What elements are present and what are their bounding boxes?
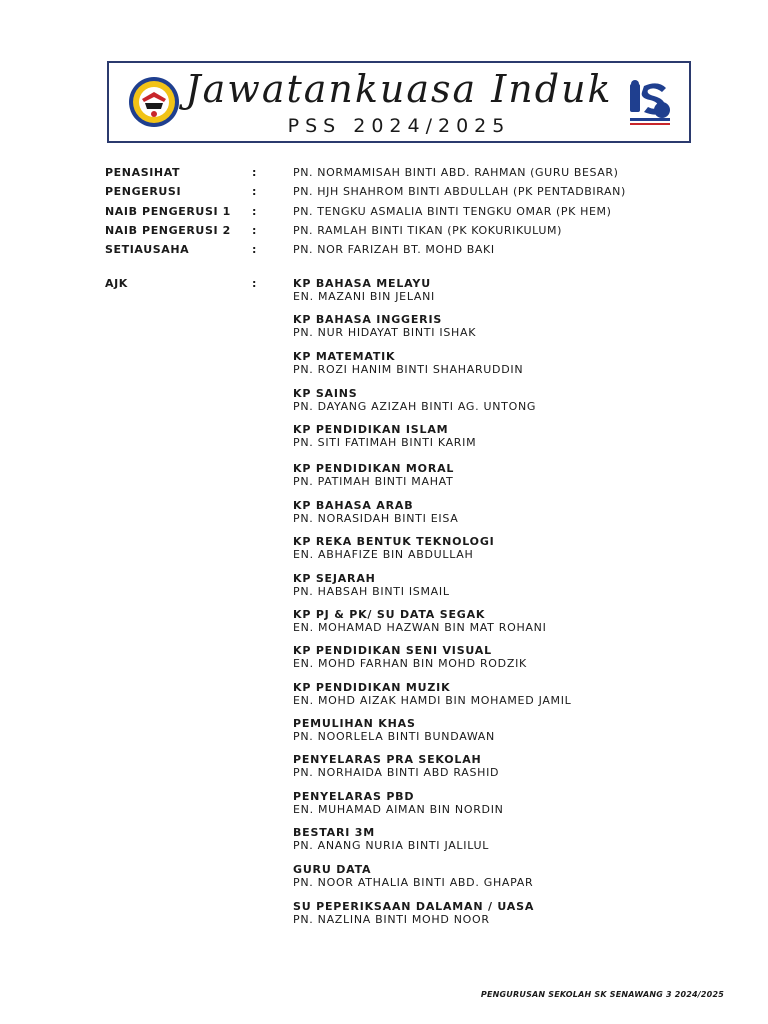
ajk-post: SU PEPERIKSAAN DALAMAN / UASA <box>293 900 535 913</box>
officer-role: SETIAUSAHA <box>105 243 190 257</box>
ajk-person: EN. MUHAMAD AIMAN BIN NORDIN <box>293 803 504 816</box>
ajk-person: PN. NAZLINA BINTI MOHD NOOR <box>293 913 490 926</box>
ajk-post: KP SEJARAH <box>293 572 376 585</box>
ajk-item <box>293 681 572 707</box>
ajk-post: KP PENDIDIKAN SENI VISUAL <box>293 644 492 657</box>
officer-colon: : <box>252 243 257 257</box>
ajk-item <box>293 753 499 779</box>
ajk-post: KP PENDIDIKAN MUZIK <box>293 681 451 694</box>
ajk-item <box>293 277 435 303</box>
ajk-person: PN. NORASIDAH BINTI EISA <box>293 512 459 525</box>
officer-role: PENASIHAT <box>105 166 181 179</box>
page-footer: PENGURUSAN SEKOLAH SK SENAWANG 3 2024/2025 <box>480 990 724 999</box>
ajk-person: EN. MOHAMAD HAZWAN BIN MAT ROHANI <box>293 621 547 634</box>
ajk-person: PN. NORHAIDA BINTI ABD RASHID <box>293 766 500 779</box>
officer-name: PN. NORMAMISAH BINTI ABD. RAHMAN (GURU BESAR) <box>293 166 619 179</box>
officer-colon: : <box>252 223 257 237</box>
ajk-post: KP BAHASA ARAB <box>293 499 414 512</box>
officer-name: PN. TENGKU ASMALIA BINTI TENGKU OMAR (PK HEM) <box>293 204 612 218</box>
ajk-colon: : <box>252 277 257 290</box>
ajk-item <box>293 826 489 852</box>
ajk-person: PN. ROZI HANIM BINTI SHAHARUDDIN <box>293 363 524 376</box>
ajk-post: KP PJ & PK/ SU DATA SEGAK <box>293 608 486 621</box>
ajk-person: EN. MOHD AIZAK HAMDI BIN MOHAMED JAMIL <box>293 694 572 707</box>
officer-name: PN. HJH SHAHROM BINTI ABDULLAH (PK PENTADBIRAN) <box>293 185 626 199</box>
page-subtitle: PSS 2024/2025 <box>287 115 511 137</box>
ajk-person: PN. NOORLELA BINTI BUNDAWAN <box>293 730 495 743</box>
ajk-post: KP REKA BENTUK TEKNOLOGI <box>293 535 495 548</box>
ajk-post: KP SAINS <box>293 387 358 400</box>
ajk-item <box>293 350 523 376</box>
ajk-item <box>293 462 454 488</box>
officer-colon: : <box>252 166 257 179</box>
ajk-person: PN. PATIMAH BINTI MAHAT <box>293 475 454 488</box>
ajk-item <box>293 423 476 449</box>
pss-25-logo-icon <box>628 80 672 128</box>
ajk-item <box>293 717 495 743</box>
ajk-person: EN. MAZANI BIN JELANI <box>293 290 436 303</box>
ajk-post: BESTARI 3M <box>293 826 375 839</box>
ajk-post: KP BAHASA INGGERIS <box>293 313 443 326</box>
ajk-post: KP PENDIDIKAN MORAL <box>293 462 455 475</box>
ajk-item <box>293 644 527 670</box>
ajk-person: PN. NOOR ATHALIA BINTI ABD. GHAPAR <box>293 876 534 889</box>
officer-role: NAIB PENGERUSI 2 <box>105 223 231 237</box>
officer-name: PN. RAMLAH BINTI TIKAN (PK KOKURIKULUM) <box>293 223 562 237</box>
ajk-item <box>293 572 450 598</box>
ajk-label: AJK <box>105 277 128 290</box>
ajk-person: PN. NUR HIDAYAT BINTI ISHAK <box>293 326 477 339</box>
ajk-post: KP BAHASA MELAYU <box>293 277 431 290</box>
ajk-person: PN. HABSAH BINTI ISMAIL <box>293 585 450 598</box>
page-title: Jawatankuasa Induk <box>185 67 613 111</box>
ajk-post: PENYELARAS PRA SEKOLAH <box>293 753 482 766</box>
ajk-post: GURU DATA <box>293 863 372 876</box>
header-frame <box>107 61 691 143</box>
ajk-person: PN. DAYANG AZIZAH BINTI AG. UNTONG <box>293 400 537 413</box>
ajk-post: KP MATEMATIK <box>293 350 396 363</box>
ajk-item <box>293 499 458 525</box>
officer-colon: : <box>252 204 257 218</box>
ajk-item <box>293 863 533 889</box>
ajk-post: KP PENDIDIKAN ISLAM <box>293 423 449 436</box>
ajk-item <box>293 313 476 339</box>
officer-role: PENGERUSI <box>105 185 182 199</box>
ajk-item <box>293 387 536 413</box>
ajk-person: PN. SITI FATIMAH BINTI KARIM <box>293 436 477 449</box>
officer-colon: : <box>252 185 257 199</box>
ajk-item <box>293 535 495 561</box>
ajk-item <box>293 790 504 816</box>
officer-role: NAIB PENGERUSI 1 <box>105 204 231 218</box>
ajk-post: PEMULIHAN KHAS <box>293 717 416 730</box>
officer-name: PN. NOR FARIZAH BT. MOHD BAKI <box>293 243 495 257</box>
ajk-post: PENYELARAS PBD <box>293 790 415 803</box>
ajk-item <box>293 900 534 926</box>
ajk-person: PN. ANANG NURIA BINTI JALILUL <box>293 839 490 852</box>
ajk-person: EN. MOHD FARHAN BIN MOHD RODZIK <box>293 657 527 670</box>
ajk-item <box>293 608 547 634</box>
ajk-person: EN. ABHAFIZE BIN ABDULLAH <box>293 548 474 561</box>
